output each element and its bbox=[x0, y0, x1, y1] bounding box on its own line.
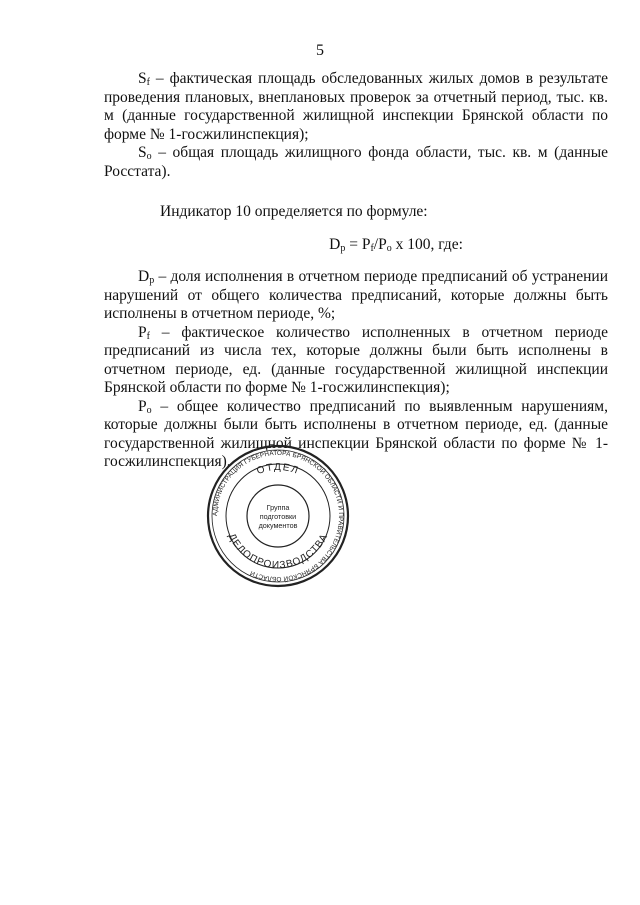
document-body bbox=[104, 70, 608, 472]
definition-sf bbox=[104, 70, 608, 144]
formula-eq: = bbox=[345, 235, 362, 253]
symbol: S bbox=[138, 144, 147, 161]
stamp-seal-icon bbox=[206, 444, 350, 588]
stamp-inner-bottom: ДЕЛОПРОИЗВОДСТВА bbox=[225, 531, 331, 572]
formula-p2-sub: o bbox=[386, 242, 392, 254]
svg-text:ОТДЕЛ bbox=[255, 462, 300, 477]
formula-slash: / bbox=[373, 235, 379, 253]
stamp-center-line1: Группа bbox=[266, 503, 290, 512]
stamp-inner-top: ОТДЕЛ bbox=[255, 461, 301, 477]
page-number: 5 bbox=[316, 42, 324, 59]
formula-tail: x 100, где: bbox=[391, 235, 463, 253]
symbol-subscript: f bbox=[146, 77, 150, 88]
office-stamp bbox=[206, 444, 350, 588]
indicator-heading: Индикатор 10 определяется по формуле: bbox=[160, 203, 428, 220]
formula-p1-sub: f bbox=[370, 242, 374, 254]
definition-text: – общая площадь жилищного фонда области, тыс. кв. м (данные Росстата). bbox=[104, 144, 608, 180]
formula-p2: P bbox=[378, 235, 387, 253]
symbol: S bbox=[138, 70, 147, 87]
formula-p1: P bbox=[361, 235, 371, 253]
symbol-subscript: p bbox=[149, 275, 155, 286]
formula bbox=[104, 236, 608, 255]
symbol-subscript: o bbox=[146, 151, 152, 162]
definition-text: – доля исполнения в отчетном периоде предписаний об устранении нарушений от общего количества предписаний, которые должны быть исполнены в отчетном периоде, %; bbox=[104, 268, 608, 322]
formula-lhs: D bbox=[329, 235, 341, 253]
definition-text: – фактическая площадь обследованных жилых домов в результате проведения плановых, внеплановых проверок за отчетный период, тыс. кв. м (данные государственной жилищной инспекции Брянской области по форме № 1-госжилинспекция); bbox=[104, 70, 608, 143]
symbol: P bbox=[138, 397, 147, 415]
symbol: P bbox=[138, 323, 147, 341]
definition-text: – общее количество предписаний по выявленным нарушениям, которые должны были быть исполнены в отчетном периоде, ед. (данные государственной жилищной инспекции Брянской области по форме № 1-госжилинспекция). bbox=[104, 397, 608, 470]
formula-lhs-sub: p bbox=[340, 242, 346, 254]
definition-dp bbox=[104, 268, 608, 324]
stamp-center-line3: документов bbox=[258, 521, 298, 530]
definition-pf bbox=[104, 324, 608, 398]
definition-text: – фактическое количество исполненных в отчетном периоде предписаний из числа тех, которые должны были быть исполнены в отчетном периоде, ед. (данные государственной жилищной инспекции Брянской области по форме № 1-госжилинспекция); bbox=[104, 323, 608, 396]
definition-so bbox=[104, 144, 608, 181]
stamp-center-line2: подготовки bbox=[259, 512, 297, 521]
symbol: D bbox=[138, 268, 150, 285]
symbol-subscript: o bbox=[146, 404, 152, 416]
symbol-subscript: f bbox=[146, 330, 150, 342]
stamp-outer-text: АДМИНИСТРАЦИЯ ГУБЕРНАТОРА БРЯНСКОЙ ОБЛАСТИ И ПРАВИТЕЛЬСТВА БРЯНСКОЙ ОБЛАСТИ bbox=[211, 449, 345, 583]
definition-po bbox=[104, 398, 608, 472]
